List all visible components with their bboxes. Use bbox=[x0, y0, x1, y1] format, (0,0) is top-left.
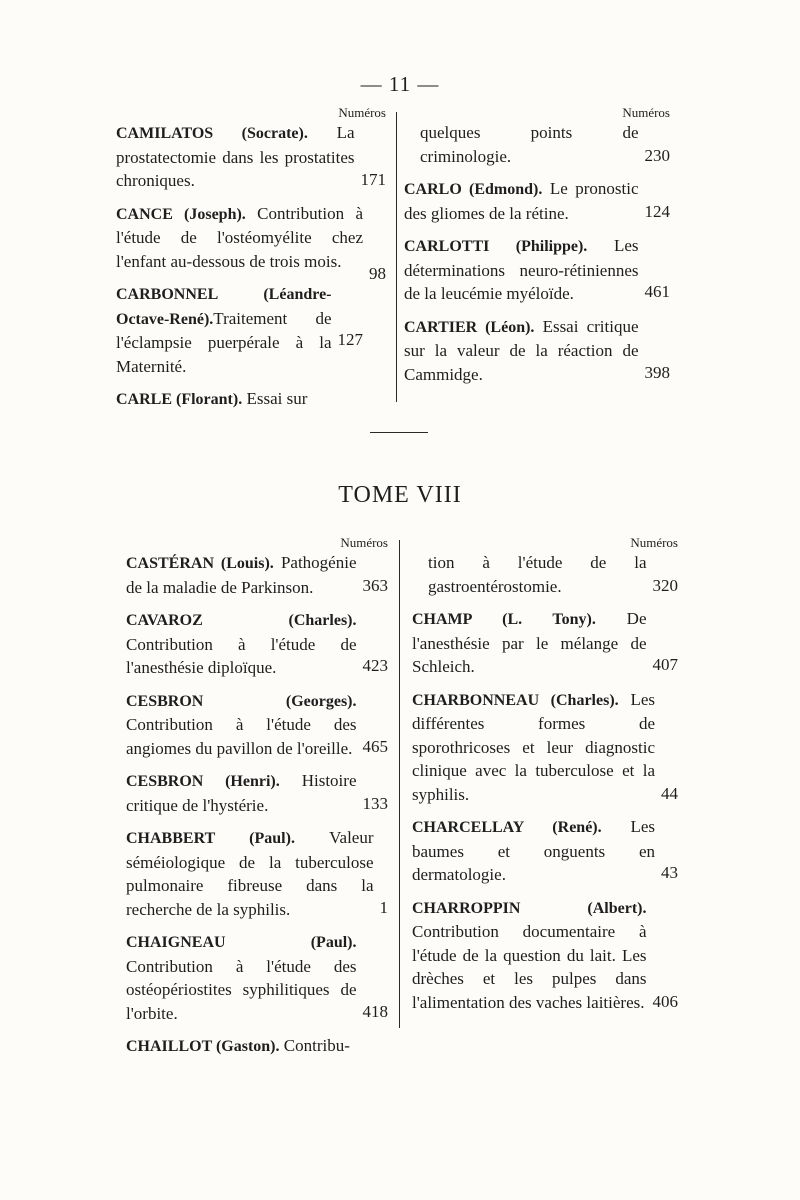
section2-left-column bbox=[126, 535, 388, 1059]
entry-title: quelques points de criminologie. bbox=[420, 123, 639, 166]
entry-number: 127 bbox=[337, 330, 363, 349]
entry-title: Les baumes et onguents en dermatologie. bbox=[412, 817, 655, 884]
entry-author: CHABBERT (Paul). bbox=[126, 830, 295, 847]
index-entry bbox=[412, 688, 678, 807]
entry-title: Contribution à l'étude de l'ostéomyélite chez l'enfant au-dessous de trois mois. bbox=[116, 203, 363, 271]
entry-author: CESBRON (Georges). bbox=[126, 692, 357, 710]
entry-title: Contribu- bbox=[279, 1036, 350, 1055]
index-entry bbox=[412, 607, 678, 679]
entry-title: Contribution à l'étude des ostéopériostites syphilitiques de l'orbite. bbox=[126, 956, 357, 1023]
index-entry bbox=[126, 1034, 388, 1059]
column-header: Numéros bbox=[630, 535, 678, 550]
entry-number: 1 bbox=[379, 898, 388, 917]
entry-author: CARBONNEL (Léandre-Octave-René). bbox=[116, 286, 332, 328]
entry-number: 171 bbox=[360, 170, 386, 189]
entry-author: CESBRON (Henri). bbox=[126, 773, 280, 790]
entry-author: CASTÉRAN (Louis). bbox=[126, 555, 274, 572]
entry-author: CHAILLOT (Gaston). bbox=[126, 1038, 280, 1055]
tome-heading: TOME VIII bbox=[338, 482, 462, 508]
entry-number: 320 bbox=[652, 576, 678, 595]
entry-title: La prostatectomie dans les prostatites chroniques. bbox=[116, 123, 355, 190]
entry-number: 230 bbox=[644, 146, 670, 165]
index-entry bbox=[126, 930, 388, 1025]
index-entry bbox=[404, 177, 670, 225]
entry-author: CARLE (Florant). bbox=[116, 391, 243, 408]
index-entry bbox=[126, 826, 388, 921]
section1-left-column bbox=[116, 105, 386, 412]
column-divider bbox=[399, 540, 400, 1028]
entry-title: tion à l'étude de la gastroentérostomie. bbox=[428, 553, 647, 596]
column-header: Numéros bbox=[622, 105, 670, 120]
entry-author: CARTIER (Léon). bbox=[404, 318, 535, 336]
index-entry bbox=[116, 121, 386, 193]
index-entry bbox=[404, 315, 670, 387]
entry-author: CARLOTTI (Philippe). bbox=[404, 238, 588, 255]
entry-title: Les différentes formes de sporothricoses et leur diagnostic clinique avec la tuberculose et la syphilis. bbox=[412, 689, 655, 804]
entry-number: 44 bbox=[661, 783, 678, 803]
entry-number: 133 bbox=[362, 794, 388, 813]
entry-title: Essai sur bbox=[242, 389, 308, 408]
entry-author: CANCE (Joseph). bbox=[116, 205, 246, 223]
entry-title: Essai critique sur la valeur de la réaction de Cammidge. bbox=[404, 316, 639, 384]
entry-number: 124 bbox=[644, 202, 670, 221]
entry-author: CHAMP (L. Tony). bbox=[412, 611, 596, 628]
section1-right-column bbox=[404, 105, 670, 386]
index-entry bbox=[404, 234, 670, 306]
index-entry bbox=[116, 387, 386, 412]
entry-number: 363 bbox=[362, 576, 388, 595]
entry-author: CHAIGNEAU (Paul). bbox=[126, 934, 357, 951]
entry-number: 406 bbox=[652, 991, 678, 1011]
entry-title: Les déterminations neuro-rétiniennes de la leucémie myéloïde. bbox=[404, 236, 639, 303]
entry-number: 423 bbox=[362, 656, 388, 675]
entry-title: Le pronostic des gliomes de la rétine. bbox=[404, 179, 639, 223]
index-entry bbox=[116, 282, 386, 378]
entry-title: De l'anesthésie par le mélange de Schleich. bbox=[412, 609, 647, 676]
entry-title: Traitement de l'éclampsie puerpérale à la Maternité. bbox=[116, 308, 332, 376]
entry-title: Histoire critique de l'hystérie. bbox=[126, 771, 357, 815]
entry-author: CHARROPPIN (Albert). bbox=[412, 899, 647, 917]
index-entry bbox=[412, 551, 678, 598]
index-entry bbox=[412, 815, 678, 887]
entry-number: 461 bbox=[644, 282, 670, 301]
column-divider bbox=[396, 112, 397, 402]
entry-author: CAVAROZ (Charles). bbox=[126, 612, 357, 629]
entry-title: Contribution à l'étude des angiomes du pavillon de l'oreille. bbox=[126, 715, 357, 758]
index-entry bbox=[116, 202, 386, 283]
index-entry bbox=[126, 689, 388, 761]
entry-number: 465 bbox=[362, 736, 388, 756]
entry-title: Valeur séméiologique de la tuberculose pulmonaire fibreuse dans la recherche de la syphilis. bbox=[126, 828, 374, 919]
page-number: — 11 — bbox=[360, 72, 440, 96]
section2-right-column bbox=[412, 535, 678, 1014]
entry-number: 418 bbox=[362, 1002, 388, 1021]
entry-author: CHARCELLAY (René). bbox=[412, 819, 602, 836]
index-entry bbox=[412, 896, 678, 1015]
entry-number: 407 bbox=[652, 655, 678, 674]
column-header: Numéros bbox=[340, 535, 388, 550]
entry-number: 398 bbox=[644, 362, 670, 382]
column-header: Numéros bbox=[338, 105, 386, 120]
index-entry bbox=[126, 769, 388, 817]
index-entry bbox=[126, 551, 388, 599]
index-entry bbox=[404, 121, 670, 168]
entry-title: Contribution documentaire à l'étude de la question du lait. Les drèches et les pulpes dans l'alimentation des vaches laitières. bbox=[412, 922, 647, 1012]
entry-author: CARLO (Edmond). bbox=[404, 181, 543, 198]
entry-author: CAMILATOS (Socrate). bbox=[116, 125, 308, 142]
entry-title: Contribution à l'étude de l'anesthésie diploïque. bbox=[126, 634, 357, 677]
section-separator bbox=[370, 432, 428, 433]
entry-number: 98 bbox=[369, 263, 386, 283]
index-entry bbox=[126, 608, 388, 680]
entry-number: 43 bbox=[661, 863, 678, 882]
entry-title: Pathogénie de la maladie de Parkinson. bbox=[126, 553, 357, 597]
entry-author: CHARBONNEAU (Charles). bbox=[412, 691, 619, 709]
